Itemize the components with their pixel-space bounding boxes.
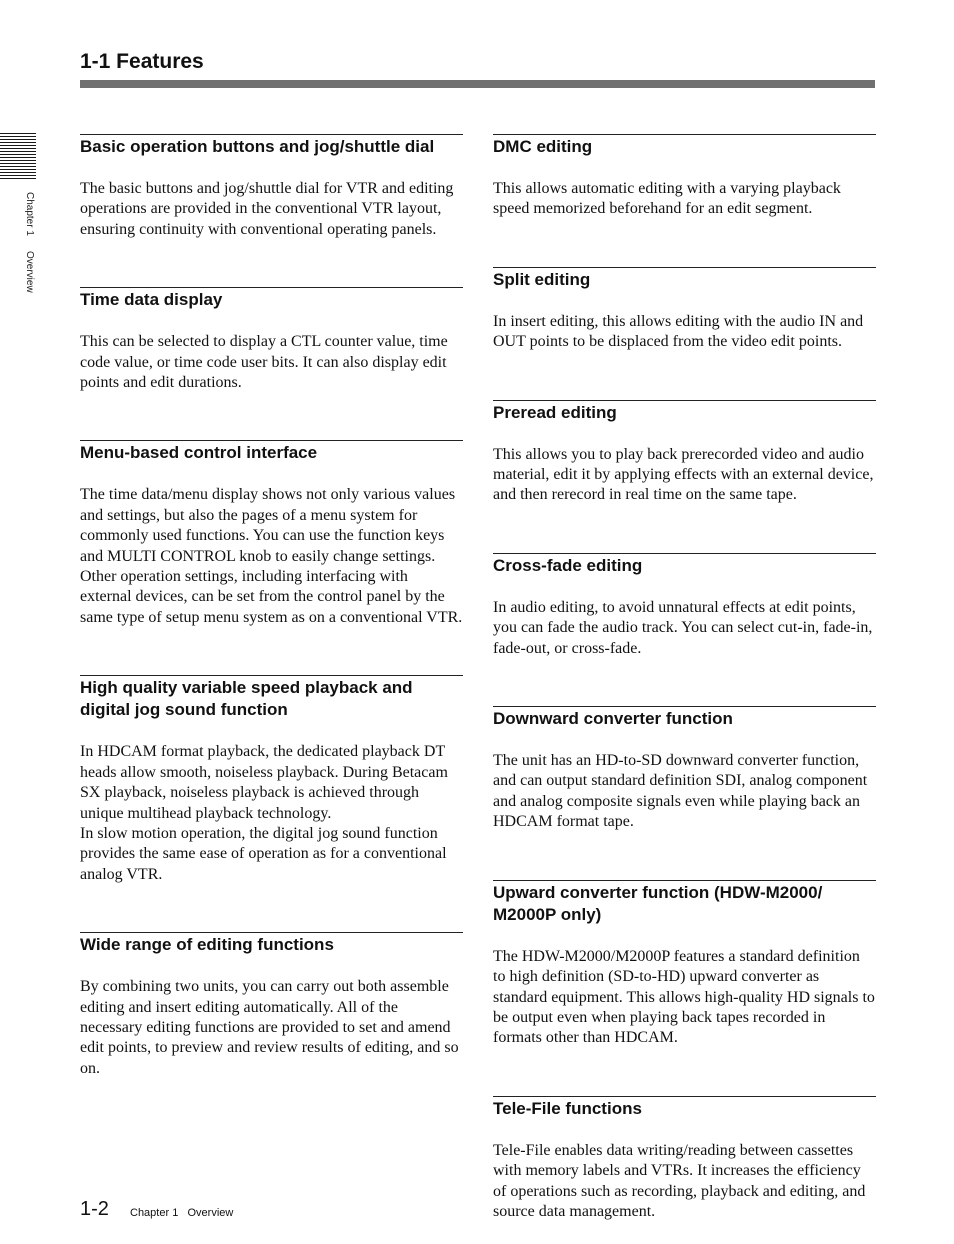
section-paragraph: In insert editing, this allows editing with the audio IN and OUT points to be displaced from the video edit points. xyxy=(493,312,864,351)
section-paragraph: The unit has an HD-to-SD downward converter function, and can output standard definition SDI, analog component and analog composite signals even while playing back an HDCAM format tape. xyxy=(493,752,868,831)
section-heading: Time data display xyxy=(80,290,223,310)
section xyxy=(80,287,463,393)
section-heading: DMC editing xyxy=(493,137,593,156)
section xyxy=(80,134,463,240)
title-rule xyxy=(80,80,875,88)
footer-chapter-label: Chapter 1 Overview xyxy=(130,1207,234,1219)
section-heading: Basic operation buttons and jog/shuttle dial xyxy=(80,137,435,156)
section-heading: Tele-File functions xyxy=(493,1098,642,1118)
section-heading: Cross-fade editing xyxy=(493,555,643,575)
section xyxy=(493,400,876,506)
section xyxy=(493,267,876,353)
section-paragraph: In HDCAM format playback, the dedicated playback DT heads allow smooth, noiseless playback. During Betacam SX playback, noiseless playback is achieved through unique multihead playback technology. xyxy=(80,743,448,822)
section-paragraph: The basic buttons and jog/shuttle dial for VTR and editing operations are provided in the conventional VTR layout, ensuring continuity with conventional operating panels. xyxy=(80,180,454,238)
side-chapter-label xyxy=(24,192,35,292)
section xyxy=(80,932,463,1079)
side-chapter-number: Chapter 1 xyxy=(24,192,35,236)
section xyxy=(493,706,876,833)
page-title: 1-1 Features xyxy=(80,50,204,73)
right-column xyxy=(493,134,876,1222)
chapter-tab-marker xyxy=(0,133,36,180)
section-heading: Split editing xyxy=(493,269,591,289)
section-paragraph: This allows you to play back prerecorded video and audio material, edit it by applying effects with an external device, and then rerecord in real time on the same tape. xyxy=(493,445,874,504)
section-heading: Menu-based control interface xyxy=(80,443,318,463)
section-paragraph: The HDW-M2000/M2000P features a standard definition to high definition (SD-to-HD) upward converter as standard equipment. This allows high-quality HD signals to be output even when playing back tapes recorded in formats other than HDCAM. xyxy=(493,947,875,1047)
section xyxy=(80,675,463,885)
section-paragraph: In audio editing, to avoid unnatural effects at edit points, you can fade the audio track. You can select cut-in, fade-in, fade-out, or cross-fade. xyxy=(493,598,873,657)
section-paragraph: By combining two units, you can carry out both assemble editing and insert editing automatically. All of the necessary editing functions are provided to set and amend edit points, to preview and review results of editing, and so on. xyxy=(80,978,459,1077)
side-chapter-title: Overview xyxy=(24,250,35,293)
section-heading: Downward converter function xyxy=(493,709,733,729)
section-heading: High quality variable speed playback and digital jog sound function xyxy=(80,678,413,720)
section-paragraph: This allows automatic editing with a varying playback speed memorized beforehand for an edit segment. xyxy=(493,180,841,218)
left-column xyxy=(80,134,463,1079)
section-paragraph: In slow motion operation, the digital jog sound function provides the same ease of operation as for a conventional analog VTR. xyxy=(80,824,447,883)
section xyxy=(493,134,876,220)
section-heading: Upward converter function (HDW-M2000/ M2000P only) xyxy=(493,882,823,924)
section-paragraph: The time data/menu display shows not only various values and settings, but also the pages of a menu system for commonly used functions. You can use the function keys and MULTI CONTROL knob to easily change settings. xyxy=(80,486,456,565)
section xyxy=(493,553,876,659)
section-heading: Preread editing xyxy=(493,402,617,422)
page-number: 1-2 xyxy=(80,1198,109,1220)
section xyxy=(493,880,876,1049)
section xyxy=(80,440,463,628)
section-heading: Wide range of editing functions xyxy=(80,935,334,955)
section-paragraph: Other operation settings, including interfacing with external devices, can be set from the control panel by the same type of setup menu system as on a conventional VTR. xyxy=(80,568,463,626)
section xyxy=(493,1096,876,1223)
section-paragraph: Tele-File enables data writing/reading between cassettes with memory labels and VTRs. It increases the efficiency of operations such as recording, playback and editing, and source data management. xyxy=(493,1141,866,1220)
section-paragraph: This can be selected to display a CTL counter value, time code value, or time code user bits. It can also display edit points and edit durations. xyxy=(80,333,448,392)
